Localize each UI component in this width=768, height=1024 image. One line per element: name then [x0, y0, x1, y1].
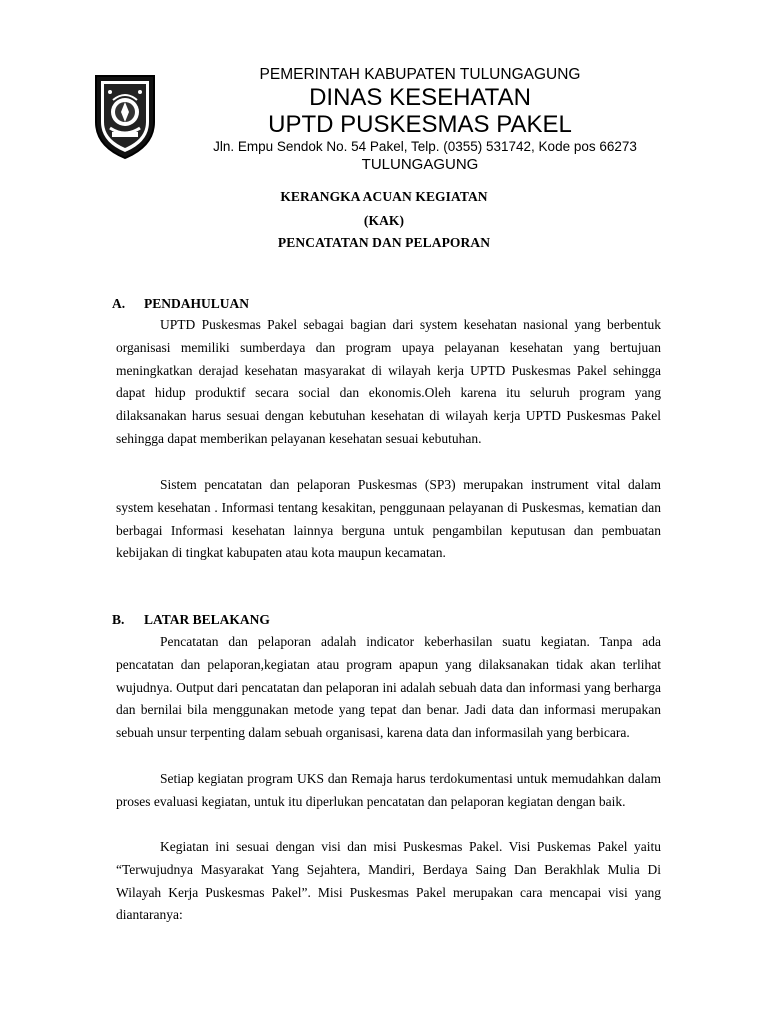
section-b-paragraph-3: Kegiatan ini sesuai dengan visi dan misi Puskesmas Pakel. Visi Puskemas Pakel yaitu “Terwujudnya Masyarakat Yang Sejahtera, Mandiri, Berdaya Saing Dan Berakhlak Mulia Di Wilayah Kerja Puskesmas Pakel”. Misi Puskesmas Pakel merupakan cara mencapai visi yang diantaranya:: [116, 839, 661, 923]
regency-coat-of-arms-icon: [90, 72, 160, 160]
section-b-heading: [112, 612, 270, 628]
section-a-heading: [112, 296, 249, 312]
letterhead: [160, 66, 680, 174]
section-a-title: PENDAHULUAN: [144, 296, 250, 311]
letterhead-address: Jln. Empu Sendok No. 54 Pakel, Telp. (0355) 531742, Kode pos 66273: [213, 139, 637, 154]
section-a-paragraph-2: Sistem pencatatan dan pelaporan Puskesmas (SP3) merupakan instrument vital dalam system kesehatan . Informasi tentang kesakitan, penggunaan pelayanan di Puskesmas, kematian dan berbagai Informasi kesehatan lainnya berguna untuk pengambilan keputusan dan pembuatan kebijakan di tingkat kabupaten atau kota maupun kecamatan.: [116, 477, 661, 561]
letterhead-institution: UPTD PUSKESMAS PAKEL: [268, 111, 572, 138]
section-a-letter: A.: [112, 296, 126, 311]
section-a-paragraph-1: UPTD Puskesmas Pakel sebagai bagian dari system kesehatan nasional yang berbentuk organisasi memiliki sumberdaya dan program upaya pelayanan kesehatan yang bertujuan meningkatkan derajad kesehatan masyarakat di wilayah kerja UPTD Puskesmas Pakel sehingga dapat hidup produktif secara social dan ekonomis.Oleh karena itu seluruh program yang dilaksanakan harus sesuai dengan kebutuhan kesehatan di wilayah kerja UPTD Puskesmas Pakel sehingga dapat memberikan pelayanan kesehatan sesuai kebutuhan.: [116, 317, 661, 446]
section-b-paragraph-1: Pencatatan dan pelaporan adalah indicator keberhasilan suatu kegiatan. Tanpa ada pencatatan dan pelaporan,kegiatan atau program apapun yang dilaksanakan tidak akan terlihat wujudnya. Output dari pencatatan dan pelaporan ini adalah sebuah data dan informasi yang berharga dan bernilai bila menggunakan metode yang tepat dan benar. Jadi data dan informasi merupakan sebuah unsur terpenting dalam sebuah organisasi, karena data dan informasilah yang berbicara.: [116, 634, 661, 741]
section-b-paragraph-2: Setiap kegiatan program UKS dan Remaja harus terdokumentasi untuk memudahkan dalam proses evaluasi kegiatan, untuk itu diperlukan pencatatan dan pelaporan kegiatan dengan baik.: [116, 771, 661, 809]
document-abbreviation: (KAK): [363, 213, 405, 228]
letterhead-city: TULUNGAGUNG: [361, 156, 479, 173]
letterhead-government: PEMERINTAH KABUPATEN TULUNGAGUNG: [259, 66, 581, 83]
section-b-title: LATAR BELAKANG: [144, 612, 270, 627]
document-title: KERANGKA ACUAN KEGIATAN: [280, 189, 488, 204]
section-b-letter: B.: [112, 612, 125, 627]
letterhead-department: DINAS KESEHATAN: [309, 84, 531, 111]
document-subject: PENCATATAN DAN PELAPORAN: [277, 235, 491, 250]
